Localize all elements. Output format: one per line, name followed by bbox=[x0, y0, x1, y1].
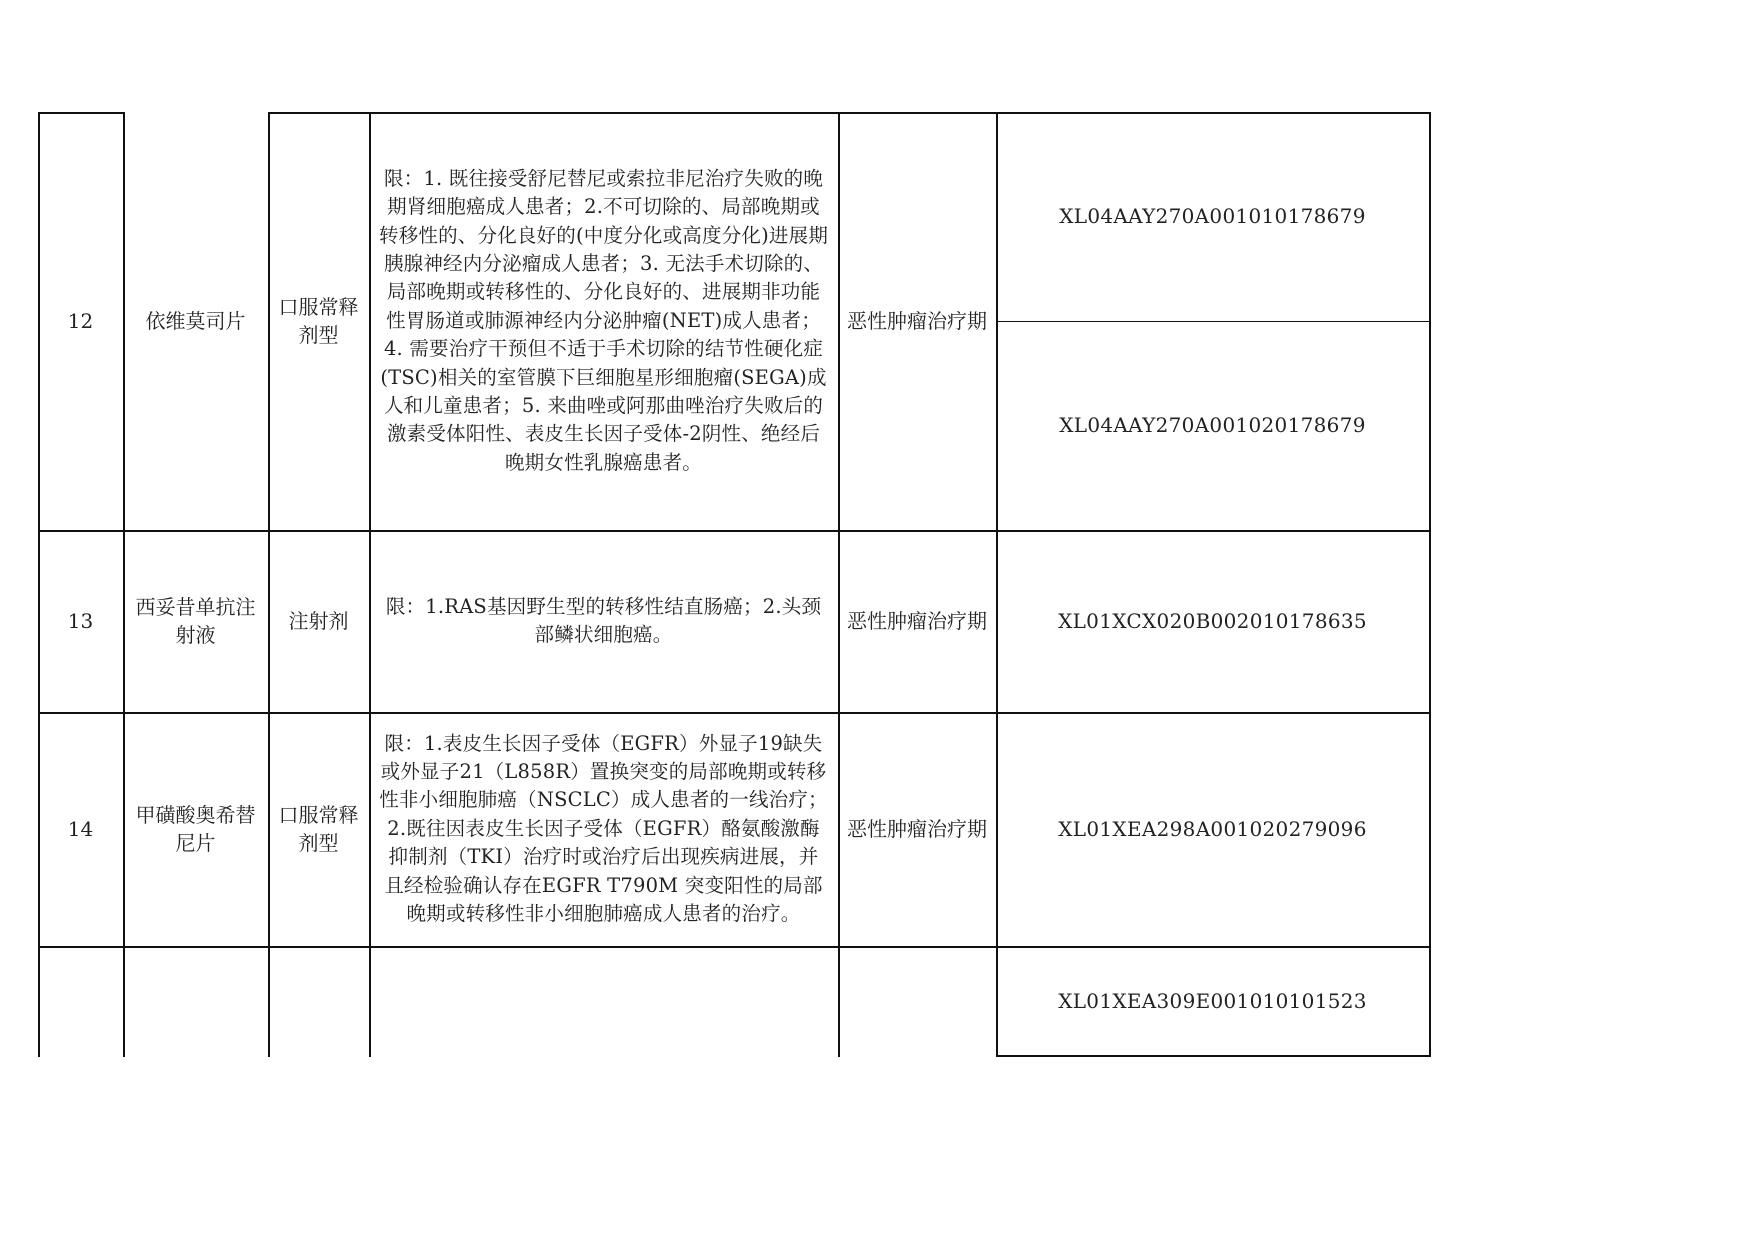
row-number: 12 bbox=[67, 308, 94, 333]
grid-line bbox=[123, 112, 125, 1057]
dosage-form: 口服常释剂型 bbox=[278, 802, 359, 855]
cell-no bbox=[38, 530, 123, 712]
cell-dosage-form bbox=[268, 530, 369, 712]
drug-name: 甲磺酸奥希替尼片 bbox=[135, 802, 256, 855]
restriction-text: 限：1.RAS基因野生型的转移性结直肠癌；2.头颈部鳞状细胞癌。 bbox=[385, 594, 822, 646]
dosage-form: 口服常释剂型 bbox=[278, 294, 359, 347]
product-code: XL04AAY270A001010178679 bbox=[1059, 204, 1366, 229]
cell-drug-name bbox=[123, 712, 268, 946]
treatment-period: 恶性肿瘤治疗期 bbox=[847, 308, 987, 333]
cell-no bbox=[38, 112, 123, 530]
cell-restriction bbox=[369, 112, 838, 530]
grid-line bbox=[38, 946, 1431, 948]
drug-name: 西妥昔单抗注射液 bbox=[135, 594, 256, 647]
cell-code bbox=[996, 530, 1429, 712]
grid-line bbox=[838, 112, 840, 1057]
product-code: XL04AAY270A001020178679 bbox=[1059, 413, 1366, 438]
cell-code bbox=[996, 946, 1429, 1056]
product-code: XL01XEA309E001010101523 bbox=[1058, 988, 1367, 1013]
cell-period bbox=[838, 530, 996, 712]
cell-period bbox=[838, 112, 996, 530]
grid-line bbox=[268, 112, 270, 1057]
row-number: 13 bbox=[67, 608, 94, 633]
restriction-text: 限：1. 既往接受舒尼替尼或索拉非尼治疗失败的晚期肾细胞癌成人患者；2.不可切除的、局部晚期或转移性的、分化良好的(中度分化或高度分化)进展期胰腺神经内分泌瘤成人患者；3. 无法手术切除的、局部晚期或转移性的、分化良好的、进展期非功能性胃肠道或肺源神经内分泌肿瘤(NET)成人患者；4. 需要治疗干预但不适于手术切除的结节性硬化症(TSC)相关的室管膜下巨细胞星形细胞瘤(SEGA)成人和儿童患者；5. 来曲唑或阿那曲唑治疗失败后的激素受体阳性、表皮生长因子受体-2阴性、绝经后晚期女性乳腺癌患者。 bbox=[379, 166, 829, 474]
grid-line bbox=[996, 321, 1429, 322]
cell-period bbox=[838, 712, 996, 946]
treatment-period: 恶性肿瘤治疗期 bbox=[847, 816, 987, 841]
grid-line bbox=[1429, 112, 1431, 1056]
grid-line bbox=[996, 1055, 1431, 1057]
drug-name: 依维莫司片 bbox=[145, 308, 246, 333]
cell-drug-name bbox=[123, 112, 268, 530]
treatment-period: 恶性肿瘤治疗期 bbox=[847, 608, 987, 633]
grid-line bbox=[38, 530, 1431, 532]
cell-no bbox=[38, 712, 123, 946]
dosage-form: 注射剂 bbox=[288, 608, 349, 633]
grid-line bbox=[38, 112, 123, 114]
cell-drug-name bbox=[123, 530, 268, 712]
grid-line bbox=[268, 112, 1431, 114]
grid-line bbox=[38, 712, 1431, 714]
cell-code bbox=[996, 712, 1429, 946]
grid-line bbox=[369, 112, 371, 1057]
restriction-text: 限：1.表皮生长因子受体（EGFR）外显子19缺失或外显子21（L858R）置换突变的局部晚期或转移性非小细胞肺癌（NSCLC）成人患者的一线治疗；2.既往因表皮生长因子受体（EGFR）酪氨酸激酶抑制剂（TKI）治疗时或治疗后出现疾病进展，并且经检验确认存在EGFR T790M 突变阳性的局部晚期或转移性非小细胞肺癌成人患者的治疗。 bbox=[379, 731, 828, 926]
row-number: 14 bbox=[67, 816, 94, 841]
product-code: XL01XEA298A001020279096 bbox=[1058, 816, 1367, 841]
cell-restriction bbox=[369, 530, 838, 712]
product-code: XL01XCX020B002010178635 bbox=[1058, 608, 1367, 633]
cell-dosage-form bbox=[268, 712, 369, 946]
cell-code bbox=[996, 321, 1429, 530]
grid-line bbox=[996, 112, 998, 1057]
cell-code bbox=[996, 112, 1429, 321]
cell-restriction bbox=[369, 712, 838, 946]
cell-dosage-form bbox=[268, 112, 369, 530]
grid-line bbox=[38, 112, 40, 1057]
